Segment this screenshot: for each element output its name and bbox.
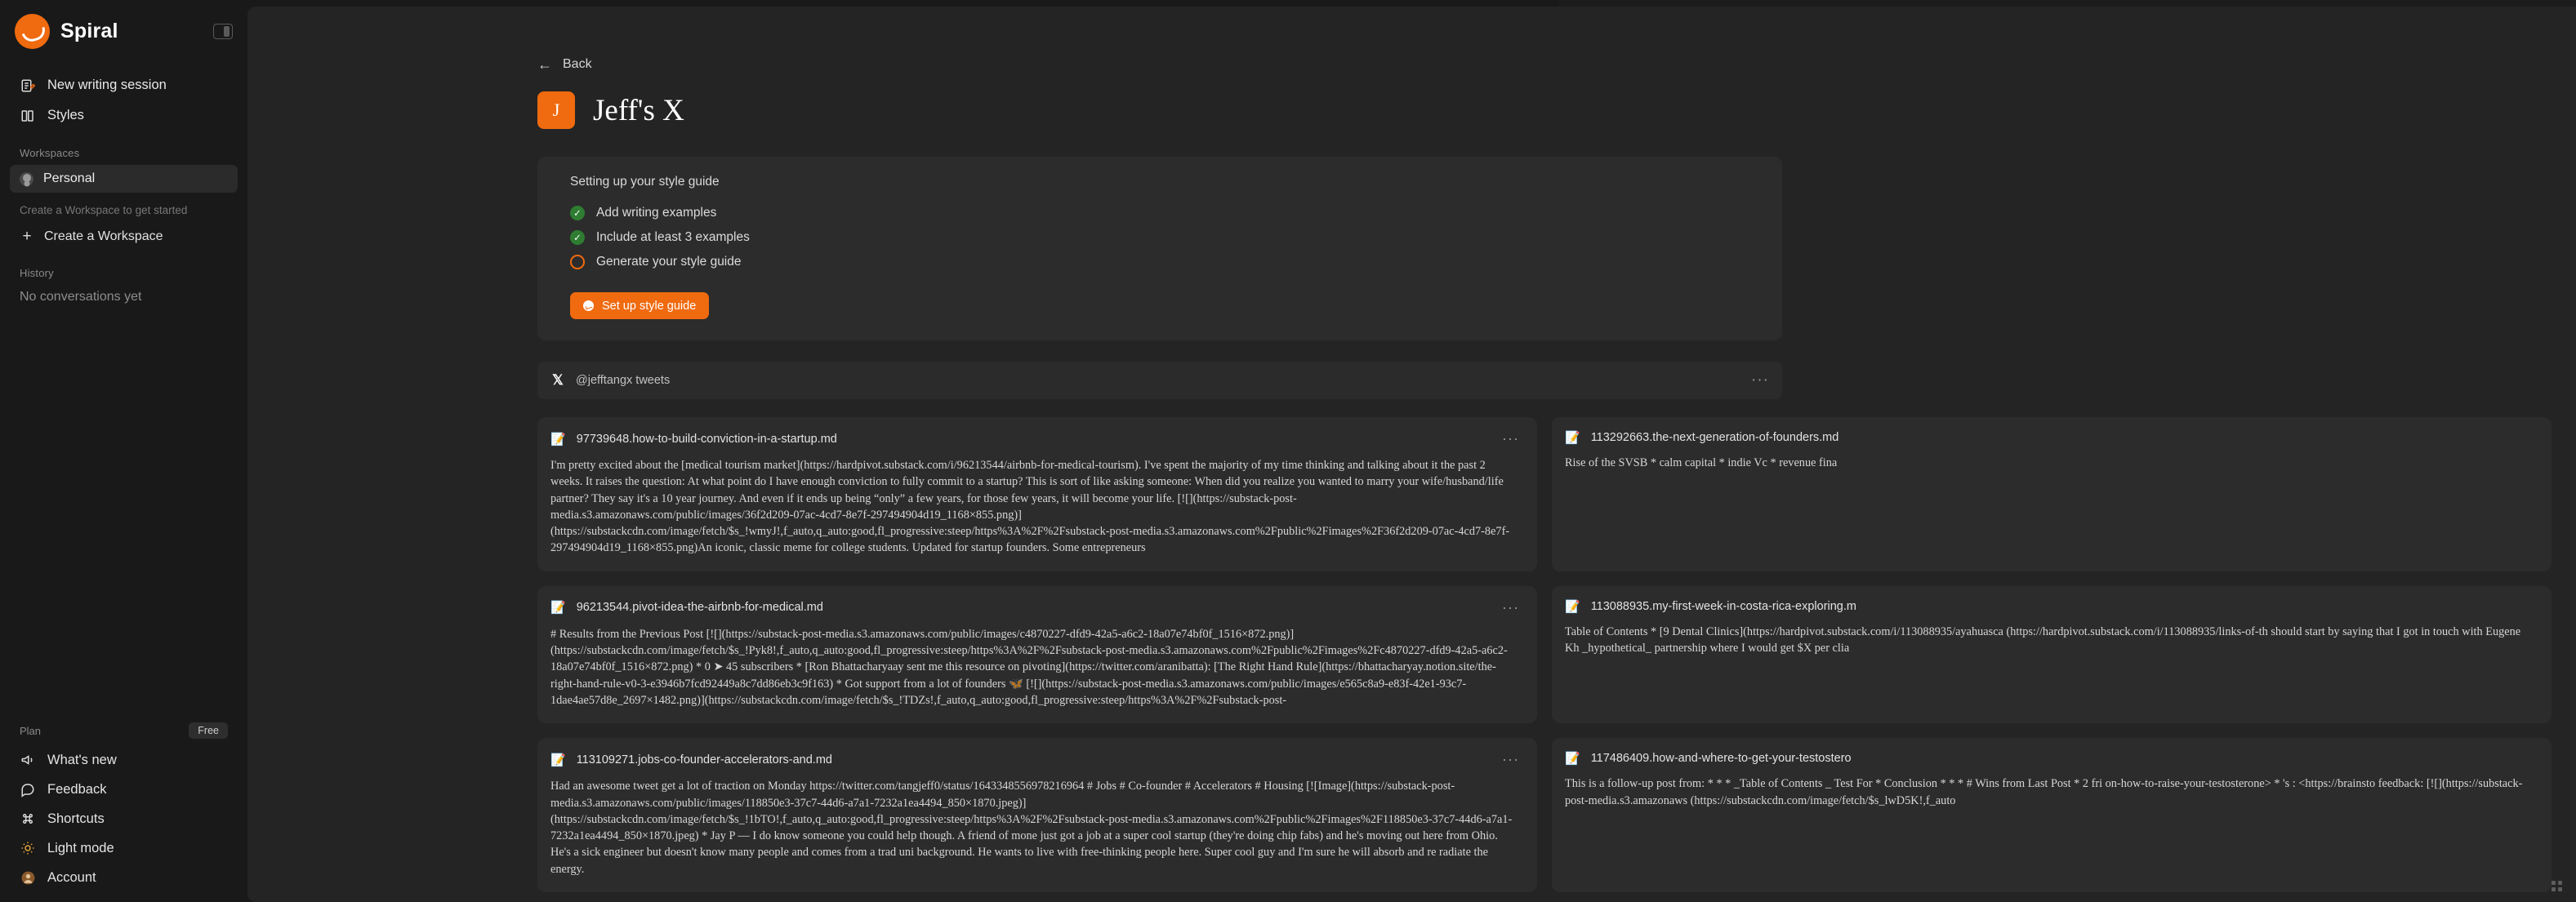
note-icon: 📝 [1565, 599, 1580, 614]
documents-grid [537, 417, 2576, 892]
plan-badge[interactable]: Free [189, 722, 228, 739]
document-body: Had an awesome tweet get a lot of traction on Monday https://twitter.com/tangjeff0/status/1643348556978216964 # Jobs # Co-founder # Accelerators # Housing [![Image](https://substack-post-media.s3.amazonaws.com/public/images/118850e3-37c7-44d6-a7a1-7232a1ea4494_850×1870.jpeg)](https://substackcdn.com/image/fetch/$s_!1bTO!,f_auto,q_auto:good,fl_progressive:steep/https%3A%2F%2Fsubstack-post-media.s3.amazonaws.com%2Fpublic%2Fimages%2F118850e3-37c7-44d6-a7a1-7232a1ea4494_850×1870.jpeg) * Jay P — I do know someone you could help though. A friend of mone just got a job at a super cool startup (they're doing chip fabs) and he's moving out here from Ohio. He's a sick engineer but doesn't know many people and comes from a trad uni background. He wants to live with free-thinking people here. Super cool guy and I'm sure he will absorb and re radiate the energy. [550, 780, 1513, 876]
document-title: 97739648.how-to-build-conviction-in-a-startup.md [576, 432, 837, 446]
check-icon: ✓ [570, 206, 585, 220]
document-body: I'm pretty excited about the [medical tourism market](https://hardpivot.substack.com/i/96213544/airbnb-for-medical-tourism). I've spent the majority of my time thinking and talking about it the past 2 weeks. It raises the question: At what point do I have enough conviction to fully commit to a startup? This is sort of like asking someone: When did you realize you wanted to marry your wife/husband/life partner? They say it's a 10 year journey. And even if it ends up being “only” a few years, for those few years, it will become your life. [![](https://substack-post-media.s3.amazonaws.com/public/images/36f2d209-07ac-4cd7-8e7f-297494904d19_1168×855.png)](https://substackcdn.com/image/fetch/$s_!wmyJ!,f_auto,q_auto:good,fl_progressive:steep/https%3A%2F%2Fsubstack-post-media.s3.amazonaws.com%2Fpublic%2Fimages%2F36f2d209-07ac-4cd7-8e7f-297494904d19_1168×855.png)An iconic, classic meme for college students. Updated for startup founders. Some entrepreneurs [550, 459, 1510, 555]
document-header [550, 599, 1519, 616]
plan-row [0, 722, 247, 745]
ellipsis-icon[interactable]: ··· [1751, 371, 1769, 389]
note-icon: 📝 [550, 753, 566, 767]
note-icon: 📝 [1565, 752, 1580, 766]
setup-step-label: Add writing examples [596, 206, 717, 220]
back-label: Back [563, 57, 592, 71]
document-body: # Results from the Previous Post [![](https://substack-post-media.s3.amazonaws.com/public/images/c4870227-dfd9-42a5-a6c2-18a07e74bf0f_1516×872.png)](https://substackcdn.com/image/fetch/$s_!Pyk8!,f_auto,q_auto:good,fl_progressive:steep/https%3A%2F%2Fsubstack-post-media.s3.amazonaws.com%2Fpublic%2Fimages%2Fc4870227-dfd9-42a5-a6c2-18a07e74bf0f_1516×872.png) * 0 ➤ 45 subscribers * [Ron Bhattacharyaay sent me this resource on pivoting](https://twitter.com/aranibatta): [The Right Hand Rule](https://bhattacharyay.notion.site/the-right-hand-rule-v0-3-e3946b7fcd92449a8c7dd86eb3c9f163) * Got support from a lot of founders 🦋 [![](https://substack-post-media.s3.amazonaws.com/public/images/e565c8a9-e83f-42e1-93c7-1dae4ae57d8e_2697×1482.png)](https://substackcdn.com/image/fetch/$s_!TDZs!,f_auto,q_auto:good,fl_progressive:steep/https%3A%2F%2Fsubstack-post- [550, 627, 1508, 707]
sidebar-item-account[interactable] [10, 863, 238, 892]
document-card[interactable] [1552, 738, 2551, 892]
main-content [247, 7, 2576, 902]
setup-step-add-writing-examples [570, 201, 1759, 225]
megaphone-icon [20, 752, 36, 768]
sidebar-footer [0, 722, 247, 902]
document-card[interactable] [1552, 586, 2551, 723]
sidebar-item-label: Feedback [47, 781, 107, 797]
workspace-hint: Create a Workspace to get started [20, 204, 188, 216]
document-title: 113292663.the-next-generation-of-founders.md [1590, 431, 1839, 444]
setup-step-generate-style-guide [570, 250, 1759, 274]
person-avatar-icon [20, 172, 33, 186]
document-title: 113109271.jobs-co-founder-accelerators-and.md [576, 753, 832, 766]
circle-outline-icon [570, 255, 585, 269]
create-workspace-button[interactable] [10, 223, 238, 251]
panel-collapse-icon[interactable] [213, 24, 233, 39]
check-icon: ✓ [570, 230, 585, 245]
command-key-icon [20, 811, 36, 827]
primary-nav [0, 62, 247, 131]
account-avatar-icon [20, 869, 36, 886]
x-twitter-icon: 𝕏 [552, 372, 564, 388]
sidebar-item-label: Shortcuts [47, 811, 105, 826]
note-icon: 📝 [1565, 431, 1580, 445]
sidebar-item-styles[interactable] [10, 100, 238, 131]
document-header [1565, 751, 2534, 766]
arrow-left-icon: ← [537, 56, 552, 73]
sidebar-item-label: Styles [47, 108, 84, 122]
setup-heading: Setting up your style guide [570, 175, 720, 189]
document-title: 117486409.how-and-where-to-get-your-testostero [1590, 752, 1852, 766]
setup-step-include-three-examples [570, 225, 1759, 250]
document-title: 113088935.my-first-week-in-costa-rica-exploring.m [1590, 599, 1856, 613]
ellipsis-icon[interactable]: ··· [1502, 430, 1519, 447]
create-workspace-label: Create a Workspace [44, 229, 163, 243]
source-label: @jefftangx tweets [576, 374, 671, 387]
setup-button-label: Set up style guide [602, 299, 697, 313]
style-guide-setup-card [537, 157, 1782, 340]
sidebar-item-new-writing-session[interactable] [10, 70, 238, 100]
setup-step-label: Generate your style guide [596, 255, 742, 269]
document-body: This is a follow-up post from: * * * _Table of Contents _ Test For * Conclusion * * * # Wins from Last Post * 2 fri on-how-to-raise-your-testosterone> * 's : <https://brainsto feedback: [![](https://substack-post-media.s3.amazonaws (https://substackcdn.com/image/fetch/$s_lwD5K!,f_auto [1565, 777, 2523, 807]
brand-name: Spiral [60, 19, 118, 42]
sun-icon [20, 840, 36, 856]
sidebar-item-label: Account [47, 869, 96, 885]
document-title: 96213544.pivot-idea-the-airbnb-for-medical.md [576, 601, 823, 615]
document-header [550, 430, 1519, 447]
workspace-label: Personal [43, 171, 96, 185]
document-card[interactable] [1552, 417, 2551, 571]
note-icon: 📝 [550, 432, 566, 447]
sidebar-item-label: New writing session [47, 78, 167, 92]
set-up-style-guide-button[interactable] [570, 292, 709, 319]
pencil-note-icon [20, 78, 36, 94]
chat-bubble-icon [20, 781, 36, 798]
document-card[interactable] [537, 417, 1537, 571]
ellipsis-icon[interactable]: ··· [1502, 751, 1519, 768]
brand-row [0, 0, 247, 62]
sidebar-item-feedback[interactable] [10, 775, 238, 804]
document-body: Table of Contents * [9 Dental Clinics](https://hardpivot.substack.com/i/113088935/ayahuasca (https://hardpivot.substack.com/i/113088935/links-of-th should start by saying that I got in touch with Eugene Kh _hypothetical_ partnership where I would get $X per clia [1565, 624, 2521, 655]
document-body: Rise of the SVSB * calm capital * indie Vc * revenue fina [1565, 456, 1838, 469]
document-header [1565, 599, 2534, 614]
sidebar-item-label: What's new [47, 752, 117, 767]
sidebar-item-label: Light mode [47, 840, 114, 855]
book-styles-icon [20, 108, 36, 124]
page-title: Jeff's X [593, 93, 684, 127]
sidebar-item-whats-new[interactable] [10, 745, 238, 775]
sidebar-item-personal-workspace[interactable] [10, 165, 238, 193]
spiral-logo-icon [15, 14, 50, 49]
spiral-icon [583, 300, 594, 311]
plan-label: Plan [20, 724, 42, 737]
setup-step-label: Include at least 3 examples [596, 230, 750, 244]
history-empty-text: No conversations yet [20, 290, 142, 304]
ellipsis-icon[interactable]: ··· [1502, 598, 1519, 615]
sidebar-item-light-mode[interactable] [10, 833, 238, 863]
page-title-row [247, 72, 2576, 129]
note-icon: 📝 [550, 601, 566, 615]
back-button[interactable] [247, 7, 592, 72]
sidebar [0, 0, 247, 902]
document-card[interactable] [537, 738, 1537, 892]
workspaces-label: Workspaces [20, 147, 80, 159]
sidebar-item-shortcuts[interactable] [10, 804, 238, 833]
resize-grip-icon[interactable] [2551, 881, 2565, 894]
document-header [550, 751, 1519, 768]
history-label: History [20, 267, 54, 279]
document-header [1565, 430, 2534, 445]
style-avatar: J [537, 91, 575, 129]
plus-icon: + [22, 228, 32, 245]
document-card[interactable] [537, 586, 1537, 723]
source-tweets-row[interactable] [537, 362, 1782, 399]
